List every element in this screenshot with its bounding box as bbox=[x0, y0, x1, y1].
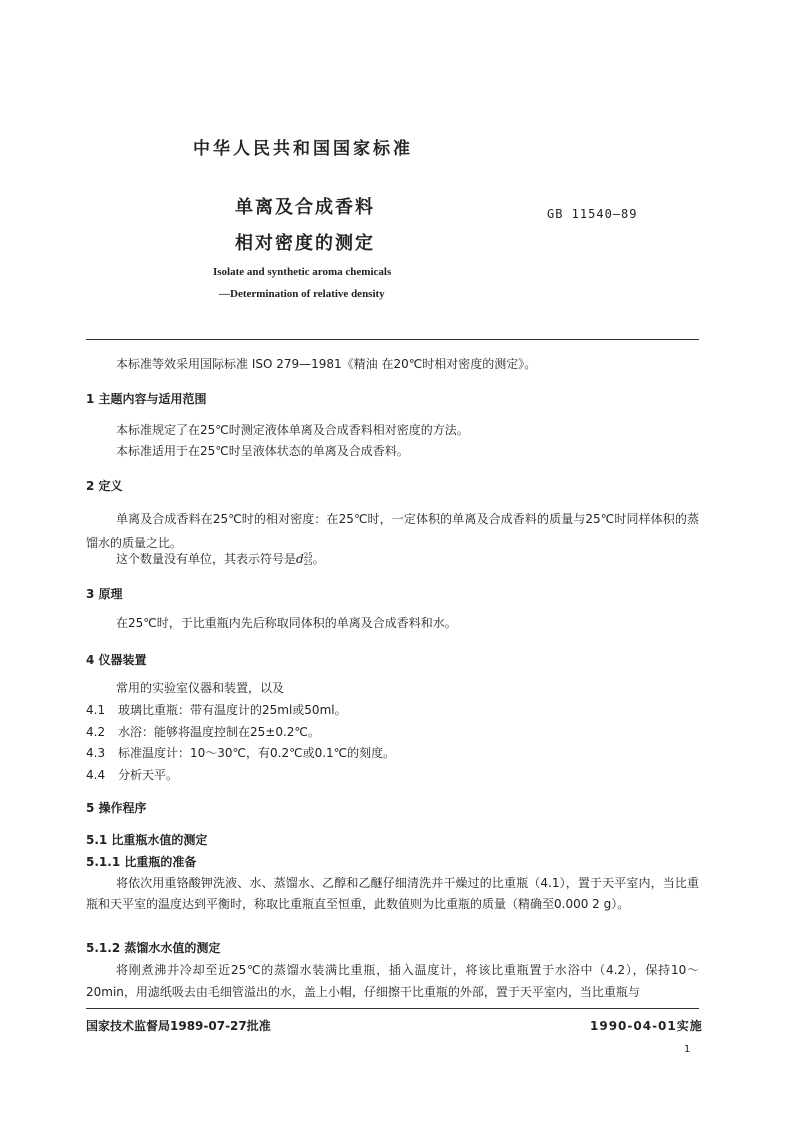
symbol-sentence-end: 。 bbox=[312, 552, 325, 566]
gb-standard-code: GB 11540—89 bbox=[547, 207, 638, 221]
national-standard-title: 中华人民共和国国家标准 bbox=[193, 139, 413, 159]
symbol-sentence: 这个数量没有单位，其表示符号是 bbox=[116, 552, 297, 566]
list-item bbox=[86, 746, 395, 762]
english-title-line2: —Determination of relative density bbox=[219, 288, 385, 300]
section-5-1-1-paragraph: 将依次用重铬酸钾洗液、水、蒸馏水、乙醇和乙醚仔细清洗并干燥过的比重瓶（4.1），置于天平室内，当比重瓶和天平室的温度达到平衡时，称取比重瓶直至恒重，此数值则为比重瓶的质量（精确至0.000 2 g）。 bbox=[86, 876, 699, 911]
item-number: 4.4 bbox=[86, 768, 106, 782]
section-1-heading: 1 主题内容与适用范围 bbox=[86, 392, 207, 406]
intro-paragraph: 本标准等效采用国际标准 ISO 279—1981《精油 在20℃时相对密度的测定》。 bbox=[116, 357, 537, 371]
item-number: 4.2 bbox=[86, 725, 106, 739]
item-text: 分析天平。 bbox=[118, 768, 179, 782]
section-5-1-2-heading: 5.1.2 蒸馏水水值的测定 bbox=[86, 941, 221, 955]
list-item bbox=[86, 703, 347, 719]
section-2-paragraph-2 bbox=[116, 552, 325, 568]
section-2-paragraph-1: 单离及合成香料在25℃时的相对密度：在25℃时，一定体积的单离及合成香料的质量与25℃时同样体积的蒸馏水的质量之比。 bbox=[86, 512, 699, 550]
section-3-paragraph-1: 在25℃时，于比重瓶内先后称取同体积的单离及合成香料和水。 bbox=[116, 616, 457, 630]
english-title-line1: Isolate and synthetic aroma chemicals bbox=[213, 266, 392, 278]
implementation-date: 1990-04-01实施 bbox=[590, 1019, 703, 1033]
symbol-subscript: 25 bbox=[303, 558, 313, 567]
section-5-1-2-paragraph: 将刚煮沸并冷却至近25℃的蒸馏水装满比重瓶，插入温度计，将该比重瓶置于水浴中（4.2），保持10～20min，用滤纸吸去由毛细管溢出的水，盖上小帽，仔细擦干比重瓶的外部，置于天平室内，当比重瓶与 bbox=[86, 963, 699, 999]
symbol-letter: d bbox=[296, 552, 304, 566]
section-5-1-1-heading: 5.1.1 比重瓶的准备 bbox=[86, 855, 197, 869]
section-1-paragraph-1: 本标准规定了在25℃时测定液体单离及合成香料相对密度的方法。 bbox=[116, 423, 469, 437]
item-text: 水浴：能够将温度控制在25±0.2℃。 bbox=[118, 725, 320, 739]
section-4-intro: 常用的实验室仪器和装置，以及 bbox=[116, 681, 285, 695]
footer-divider bbox=[86, 1008, 699, 1009]
list-item bbox=[86, 725, 320, 741]
relative-density-symbol bbox=[296, 552, 313, 566]
item-number: 4.3 bbox=[86, 746, 106, 760]
section-2-heading: 2 定义 bbox=[86, 479, 123, 493]
document-title-line1: 单离及合成香料 bbox=[235, 197, 375, 218]
header-divider bbox=[86, 339, 699, 340]
section-3-heading: 3 原理 bbox=[86, 587, 123, 601]
section-5-heading: 5 操作程序 bbox=[86, 801, 147, 815]
item-number: 4.1 bbox=[86, 703, 106, 717]
section-5-1-heading: 5.1 比重瓶水值的测定 bbox=[86, 833, 208, 847]
approval-date: 国家技术监督局1989-07-27批准 bbox=[86, 1019, 271, 1033]
document-title-line2: 相对密度的测定 bbox=[235, 233, 375, 254]
section-4-heading: 4 仪器装置 bbox=[86, 653, 147, 667]
item-text: 玻璃比重瓶：带有温度计的25ml或50ml。 bbox=[118, 703, 347, 717]
section-1-paragraph-2: 本标准适用于在25℃时呈液体状态的单离及合成香料。 bbox=[116, 444, 409, 458]
page-number: 1 bbox=[684, 1044, 691, 1055]
symbol-superscript: 25 bbox=[303, 551, 313, 560]
list-item bbox=[86, 768, 178, 784]
item-text: 标准温度计：10～30℃，有0.2℃或0.1℃的刻度。 bbox=[118, 746, 396, 760]
